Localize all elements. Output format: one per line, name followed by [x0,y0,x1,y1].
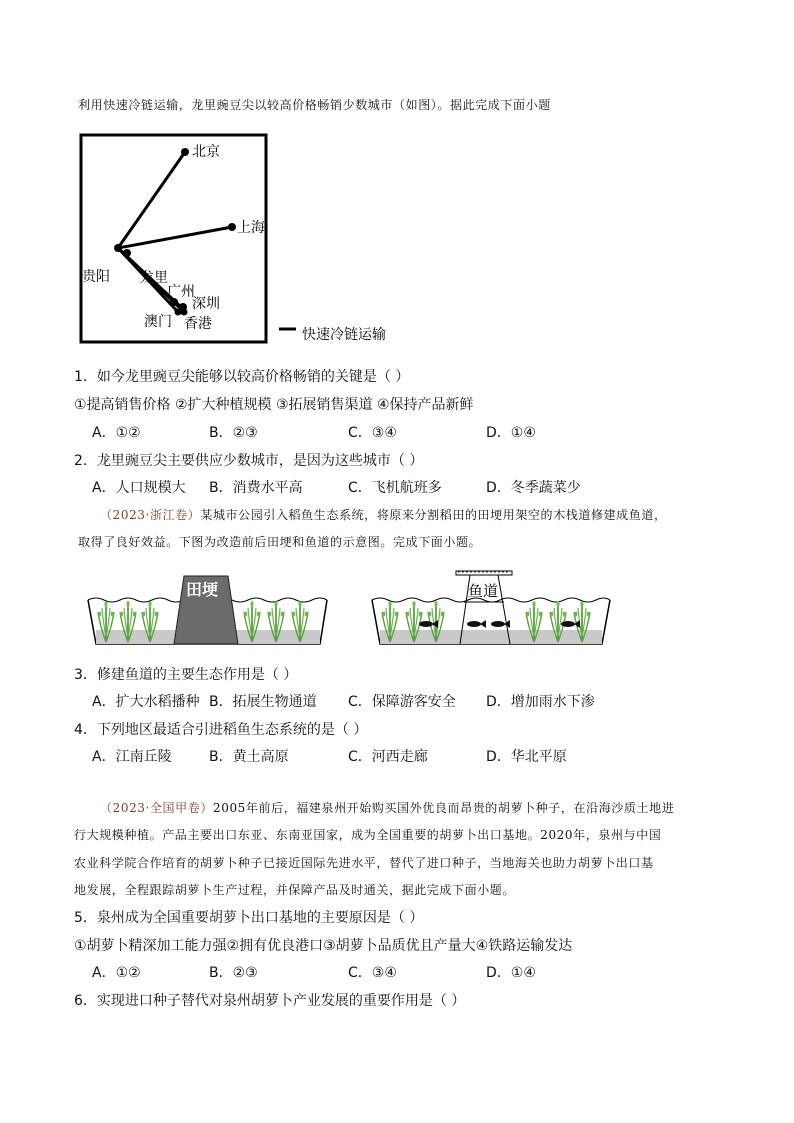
q3-option-a[interactable]: A．扩大水稻播种 [92,694,200,710]
dot-xianggang [181,309,188,316]
section3-intro-line4: 地发展，全程跟踪胡萝卜生产过程，并保障产品及时通关，据此完成下面小题。 [74,883,516,897]
rice-fish-figure [84,568,614,648]
q2-option-b[interactable]: B．消费水平高 [209,480,303,496]
q4-option-d[interactable]: D．华北平原 [486,749,567,765]
q5-option-c[interactable]: C．③④ [348,965,397,981]
q2-stem: 2．龙里豌豆尖主要供应少数城市，是因为这些城市（ ） [74,453,424,469]
q5-stem: 5．泉州成为全国重要胡萝卜出口基地的主要原因是（ ） [74,910,424,926]
city-guangzhou: 广州 [167,284,195,300]
section3-source: （2023·全国甲卷） [100,801,213,815]
route-shanghai [118,227,232,248]
q3-option-c[interactable]: C．保障游客安全 [348,694,456,710]
section3-intro-line3: 农业科学院合作培育的胡萝卜种子已接近国际先进水平，替代了进口种子，当地海关也助力胡萝卜出口基 [74,856,654,870]
dot-guiyang [114,244,122,252]
q5-option-a[interactable]: A．①② [92,965,141,981]
q4-option-b[interactable]: B．黄土高原 [209,749,289,765]
q2-option-d[interactable]: D．冬季蔬菜少 [486,480,581,496]
q4-stem: 4．下列地区最适合引进稻鱼生态系统的是（ ） [74,722,368,738]
city-shenzhen: 深圳 [192,296,220,312]
city-xianggang: 香港 [184,316,212,332]
q4-option-c[interactable]: C．河西走廊 [348,749,428,765]
field-after [372,571,610,644]
q4-option-a[interactable]: A．江南丘陵 [92,749,172,765]
section2-intro-text1: 某城市公园引入稻鱼生态系统，将原来分割稻田的田埂用架空的木栈道修建成鱼道， [200,508,667,522]
section2-intro-line1 [100,506,667,523]
q1-option-b[interactable]: B．②③ [209,425,258,441]
q2-option-a[interactable]: A．人口规模大 [92,480,186,496]
field-before [88,576,327,644]
q3-option-b[interactable]: B．拓展生物通道 [209,694,317,710]
city-guiyang: 贵阳 [82,269,110,285]
section2-source: （2023·浙江卷） [100,508,201,522]
q5-items: ①胡萝卜精深加工能力强②拥有优良港口③胡萝卜品质优且产量大④铁路运输发达 [74,938,573,954]
city-beijing: 北京 [192,144,220,160]
q2-option-c[interactable]: C．飞机航班多 [348,480,442,496]
section2-intro-line2: 取得了良好效益。下图为改造前后田埂和鱼道的示意图。完成下面小题。 [78,535,482,549]
q1-option-a[interactable]: A．①② [92,425,141,441]
route-beijing [118,152,185,248]
section3-intro-text1: 2005年前后，福建泉州开始购买国外优良而昂贵的胡萝卜种子，在沿海沙质土地进 [212,801,675,815]
q1-option-d[interactable]: D．①④ [486,425,536,441]
dot-aomen [175,309,182,316]
q3-option-d[interactable]: D．增加雨水下渗 [486,694,595,710]
q1-option-c[interactable]: C．③④ [348,425,397,441]
section3-intro-line1 [100,799,674,816]
city-aomen: 澳门 [144,314,172,330]
dot-beijing [181,148,189,156]
fishway-label: 鱼道 [468,582,499,600]
section3-intro-line2: 行大规模种植。产品主要出口东亚、东南亚国家，成为全国重要的胡萝卜出口基地。2020年，泉州与中国 [74,828,662,842]
section1-intro: 利用快速冷链运输，龙里豌豆尖以较高价格畅销少数城市（如图）。据此完成下面小题 [78,98,551,112]
city-longli: 龙里 [140,270,168,286]
q5-option-b[interactable]: B．②③ [209,965,258,981]
ridge-label: 田埂 [186,580,219,599]
q3-stem: 3．修建鱼道的主要生态作用是（ ） [74,667,298,683]
q5-option-d[interactable]: D．①④ [486,965,536,981]
dot-longli [123,249,131,257]
city-shanghai: 上海 [237,220,265,236]
cold-chain-map [78,132,418,347]
q1-items: ①提高销售价格 ②扩大种植规模 ③拓展销售渠道 ④保持产品新鲜 [74,397,474,413]
dot-shanghai [228,223,236,231]
legend-label: 快速冷链运输 [302,327,386,343]
q1-stem: 1．如今龙里豌豆尖能够以较高价格畅销的关键是（ ） [74,369,410,385]
q6-stem: 6．实现进口种子替代对泉州胡萝卜产业发展的重要作用是（ ） [74,993,466,1009]
